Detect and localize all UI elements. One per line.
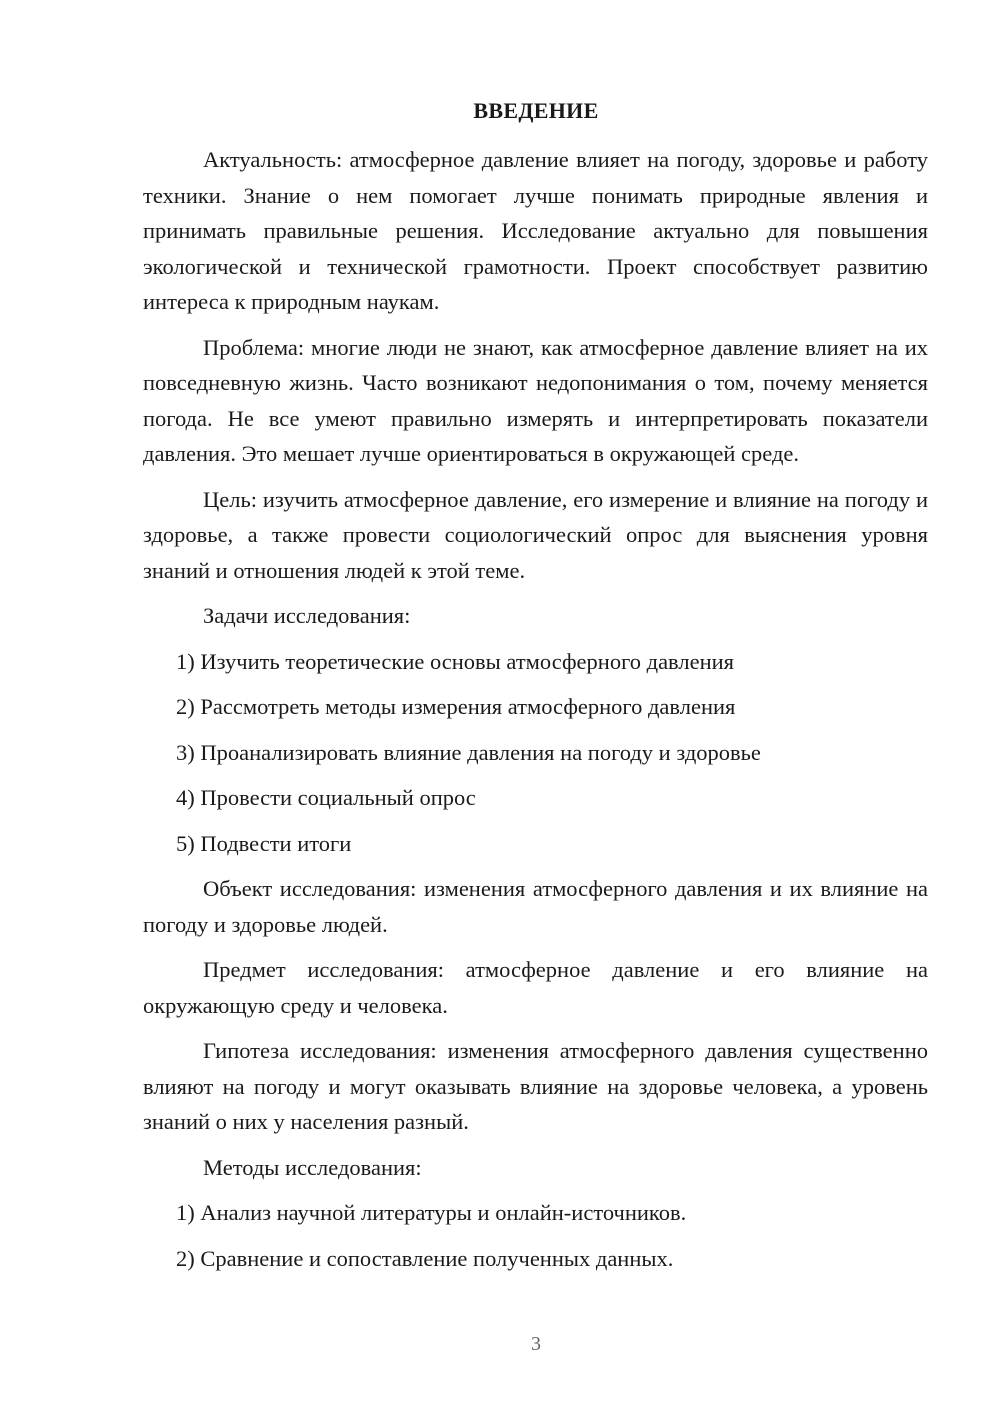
- tasks-label: Задачи исследования:: [203, 603, 411, 628]
- goal-paragraph: Цель: изучить атмосферное давление, его измерение и влияние на погоду и здоровье, а также провести социологический опрос для выяснения уровня знаний и отношения людей к этой теме.: [143, 486, 928, 583]
- problem-paragraph: Проблема: многие люди не знают, как атмосферное давление влияет на их повседневную жизнь. Часто возникают недопонимания о том, почему меняется погода. Не все умеют правильно измерять и интерпретировать показатели давления. Это мешает лучше ориентироваться в окружающей среде.: [143, 334, 928, 466]
- method-item: 2) Сравнение и сопоставление полученных данных.: [176, 1245, 674, 1271]
- task-item: 3) Проанализировать влияние давления на погоду и здоровье: [176, 739, 761, 765]
- task-item: 2) Рассмотреть методы измерения атмосферного давления: [176, 694, 736, 719]
- body-text: [143, 142, 928, 1286]
- object-paragraph: Объект исследования: изменения атмосферного давления и их влияние на погоду и здоровье людей.: [143, 876, 928, 937]
- subject-paragraph: Предмет исследования: атмосферное давление и его влияние на окружающую среду и человека.: [143, 957, 928, 1018]
- method-item: 1) Анализ научной литературы и онлайн-источников.: [176, 1200, 687, 1225]
- methods-label: Методы исследования:: [203, 1154, 422, 1180]
- task-item: 4) Провести социальный опрос: [176, 785, 476, 810]
- task-item: 1) Изучить теоретические основы атмосферного давления: [176, 648, 735, 674]
- task-item: 5) Подвести итоги: [176, 830, 352, 856]
- relevance-paragraph: Актуальность: атмосферное давление влияет на погоду, здоровье и работу техники. Знание о нем помогает лучше понимать природные явления и принимать правильные решения. Исследование актуально для повышения экологической и технической грамотности. Проект способствует развитию интереса к природным наукам.: [143, 147, 928, 314]
- page-number: 3: [531, 1333, 541, 1355]
- page-title: ВВЕДЕНИЕ: [473, 98, 599, 123]
- hypothesis-paragraph: Гипотеза исследования: изменения атмосферного давления существенно влияют на погоду и могут оказывать влияние на здоровье человека, а уровень знаний о них у населения разный.: [143, 1038, 928, 1134]
